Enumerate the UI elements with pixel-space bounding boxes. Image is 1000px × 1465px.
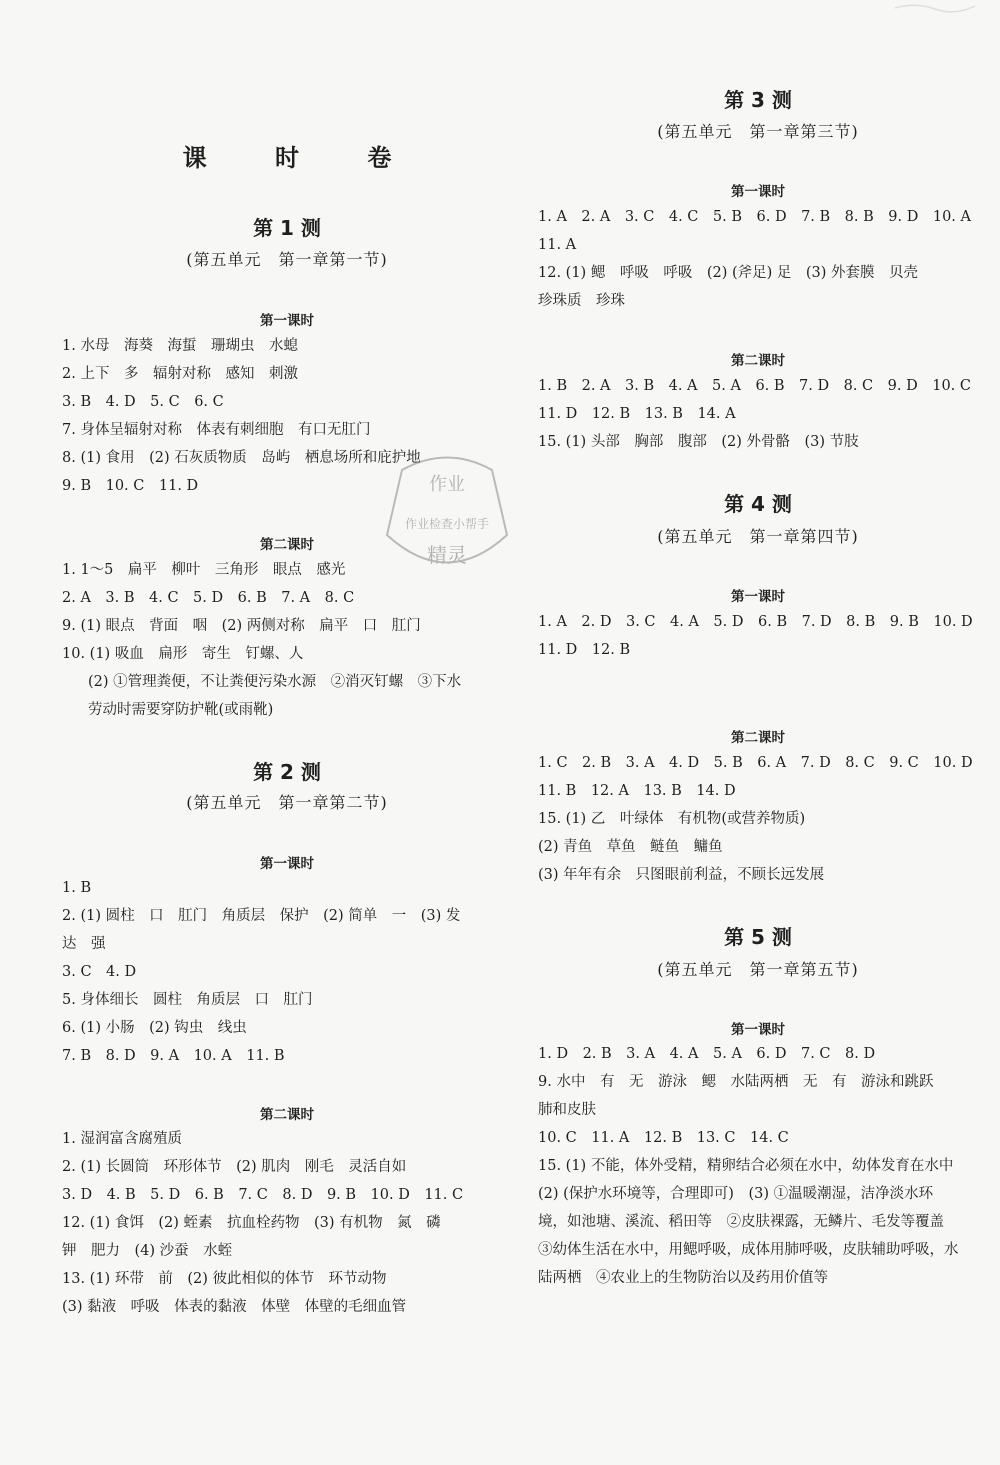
- answer-line: (2) (保护水环境等，合理即可) (3) ①温暖潮湿，洁净淡水环: [538, 1186, 934, 1202]
- answer-line: (2) ①管理粪便，不让粪便污染水源 ②消灭钉螺 ③下水: [88, 674, 462, 690]
- test4-subtitle: (第五单元 第一章第四节): [657, 527, 859, 546]
- page-title: 课 时 卷: [182, 144, 422, 172]
- test2-session1-answers: [62, 874, 512, 1070]
- answer-line: 3. C 4. D: [62, 964, 137, 980]
- test3-session2-answers: [538, 372, 978, 456]
- answer-line: 1. C 2. B 3. A 4. D 5. B 6. A 7. D 8. C 9. C 10. D: [538, 755, 973, 771]
- answer-line: 12. (1) 鳃 呼吸 呼吸 (2) (斧足) 足 (3) 外套膜 贝壳: [538, 265, 919, 281]
- test2-subtitle: (第五单元 第一章第二节): [186, 793, 388, 812]
- answer-line: ③幼体生活在水中，用鳃呼吸，成体用肺呼吸，皮肤辅助呼吸，水: [538, 1242, 959, 1258]
- test2-title: 第 2 测: [253, 760, 321, 784]
- answer-line: 11. B 12. A 13. B 14. D: [538, 783, 736, 799]
- answer-line: 肺和皮肤: [538, 1102, 596, 1118]
- answer-line: 1. 1～5 扁平 柳叶 三角形 眼点 感光: [62, 562, 346, 578]
- test3-session2-label: 第二课时: [731, 353, 785, 369]
- answer-line: 7. 身体呈辐射对称 体表有刺细胞 有口无肛门: [62, 422, 371, 438]
- answer-line: 3. D 4. B 5. D 6. B 7. C 8. D 9. B 10. D 11. C: [62, 1187, 464, 1203]
- answer-line: 2. (1) 长圆筒 环形体节 (2) 肌肉 刚毛 灵活自如: [62, 1159, 407, 1175]
- answer-line: 15. (1) 乙 叶绿体 有机物(或营养物质): [538, 811, 806, 827]
- answer-line: 3. B 4. D 5. C 6. C: [62, 394, 224, 410]
- answer-line: 11. D 12. B: [538, 642, 631, 658]
- watermark-stamp: [372, 440, 522, 590]
- answer-line: 13. (1) 环带 前 (2) 彼此相似的体节 环节动物: [62, 1271, 387, 1287]
- answer-line: 7. B 8. D 9. A 10. A 11. B: [62, 1048, 285, 1064]
- answer-line: 11. A: [538, 237, 577, 253]
- answer-line: 9. (1) 眼点 背面 咽 (2) 两侧对称 扁平 口 肛门: [62, 618, 421, 634]
- test2-session1-label: 第一课时: [260, 856, 314, 872]
- answer-line: 钾 肥力 (4) 沙蚕 水蛭: [62, 1243, 233, 1259]
- test3-session1-answers: [538, 203, 978, 315]
- test4-title: 第 4 测: [724, 492, 792, 516]
- answer-line: 劳动时需要穿防护靴(或雨靴): [88, 702, 274, 718]
- answer-line: 1. B 2. A 3. B 4. A 5. A 6. B 7. D 8. C 9. D 10. C: [538, 378, 971, 394]
- answer-line: 5. 身体细长 圆柱 角质层 口 肛门: [62, 992, 313, 1008]
- test5-subtitle: (第五单元 第一章第五节): [657, 960, 859, 979]
- test4-session2-label: 第二课时: [731, 730, 785, 746]
- stamp-text-middle: 作业检查小帮手: [404, 517, 490, 531]
- answer-line: 10. (1) 吸血 扁形 寄生 钉螺、人: [62, 646, 304, 662]
- answer-line: 1. A 2. D 3. C 4. A 5. D 6. B 7. D 8. B 9. B 10. D: [538, 614, 973, 630]
- answer-line: 达 强: [62, 936, 106, 952]
- test2-session2-answers: [62, 1125, 512, 1321]
- answer-line: 珍珠质 珍珠: [538, 293, 625, 309]
- test5-session1-label: 第一课时: [731, 1022, 785, 1038]
- answer-line: 境，如池塘、溪流、稻田等 ②皮肤裸露，无鳞片、毛发等覆盖: [538, 1214, 944, 1230]
- test5-session1-answers: [538, 1040, 978, 1292]
- answer-line: 15. (1) 不能，体外受精，精卵结合必须在水中，幼体发育在水中: [538, 1158, 954, 1174]
- answer-line: 9. B 10. C 11. D: [62, 478, 199, 494]
- test3-session1-label: 第一课时: [731, 184, 785, 200]
- test3-title: 第 3 测: [724, 88, 792, 112]
- test1-title: 第 1 测: [253, 216, 321, 240]
- answer-line: 2. 上下 多 辐射对称 感知 刺激: [62, 366, 298, 382]
- answer-line: (3) 年年有余 只图眼前利益，不顾长远发展: [538, 867, 825, 883]
- answer-line: 2. A 3. B 4. C 5. D 6. B 7. A 8. C: [62, 590, 355, 606]
- test1-session2-label: 第二课时: [260, 537, 314, 553]
- test2-session2-label: 第二课时: [260, 1107, 314, 1123]
- test4-session2-answers: [538, 749, 978, 889]
- answer-line: 10. C 11. A 12. B 13. C 14. C: [538, 1130, 789, 1146]
- test1-subtitle: (第五单元 第一章第一节): [186, 250, 388, 269]
- corner-scribble-icon: [890, 0, 980, 20]
- test4-session1-label: 第一课时: [731, 589, 785, 605]
- test4-session1-answers: [538, 608, 978, 664]
- answer-line: 11. D 12. B 13. B 14. A: [538, 406, 736, 422]
- answer-line: 15. (1) 头部 胸部 腹部 (2) 外骨骼 (3) 节肢: [538, 434, 859, 450]
- answer-line: 1. D 2. B 3. A 4. A 5. A 6. D 7. C 8. D: [538, 1046, 876, 1062]
- answer-line: (3) 黏液 呼吸 体表的黏液 体壁 体壁的毛细血管: [62, 1299, 407, 1315]
- answer-line: 8. (1) 食用 (2) 石灰质物质 岛屿 栖息场所和庇护地: [62, 450, 421, 466]
- answer-line: 陆两栖 ④农业上的生物防治以及药用价值等: [538, 1270, 828, 1286]
- answer-line: 1. B: [62, 880, 92, 896]
- test5-title: 第 5 测: [724, 925, 792, 949]
- answer-line: 1. 水母 海葵 海蜇 珊瑚虫 水螅: [62, 338, 298, 354]
- answer-line: 6. (1) 小肠 (2) 钩虫 线虫: [62, 1020, 247, 1036]
- answer-line: 9. 水中 有 无 游泳 鳃 水陆两栖 无 有 游泳和跳跃: [538, 1074, 934, 1090]
- test3-subtitle: (第五单元 第一章第三节): [657, 122, 859, 141]
- test1-session1-label: 第一课时: [260, 313, 314, 329]
- stamp-text-bottom: 精灵: [427, 543, 467, 567]
- answer-line: 2. (1) 圆柱 口 肛门 角质层 保护 (2) 简单 一 (3) 发: [62, 908, 461, 924]
- answer-line: 1. 湿润富含腐殖质: [62, 1131, 182, 1147]
- answer-line: (2) 青鱼 草鱼 鲢鱼 鳙鱼: [538, 839, 723, 855]
- stamp-text-top: 作业: [429, 474, 465, 495]
- answer-line: 12. (1) 食饵 (2) 蛭素 抗血栓药物 (3) 有机物 氮 磷: [62, 1215, 441, 1231]
- answer-line: 1. A 2. A 3. C 4. C 5. B 6. D 7. B 8. B 9. D 10. A: [538, 209, 971, 225]
